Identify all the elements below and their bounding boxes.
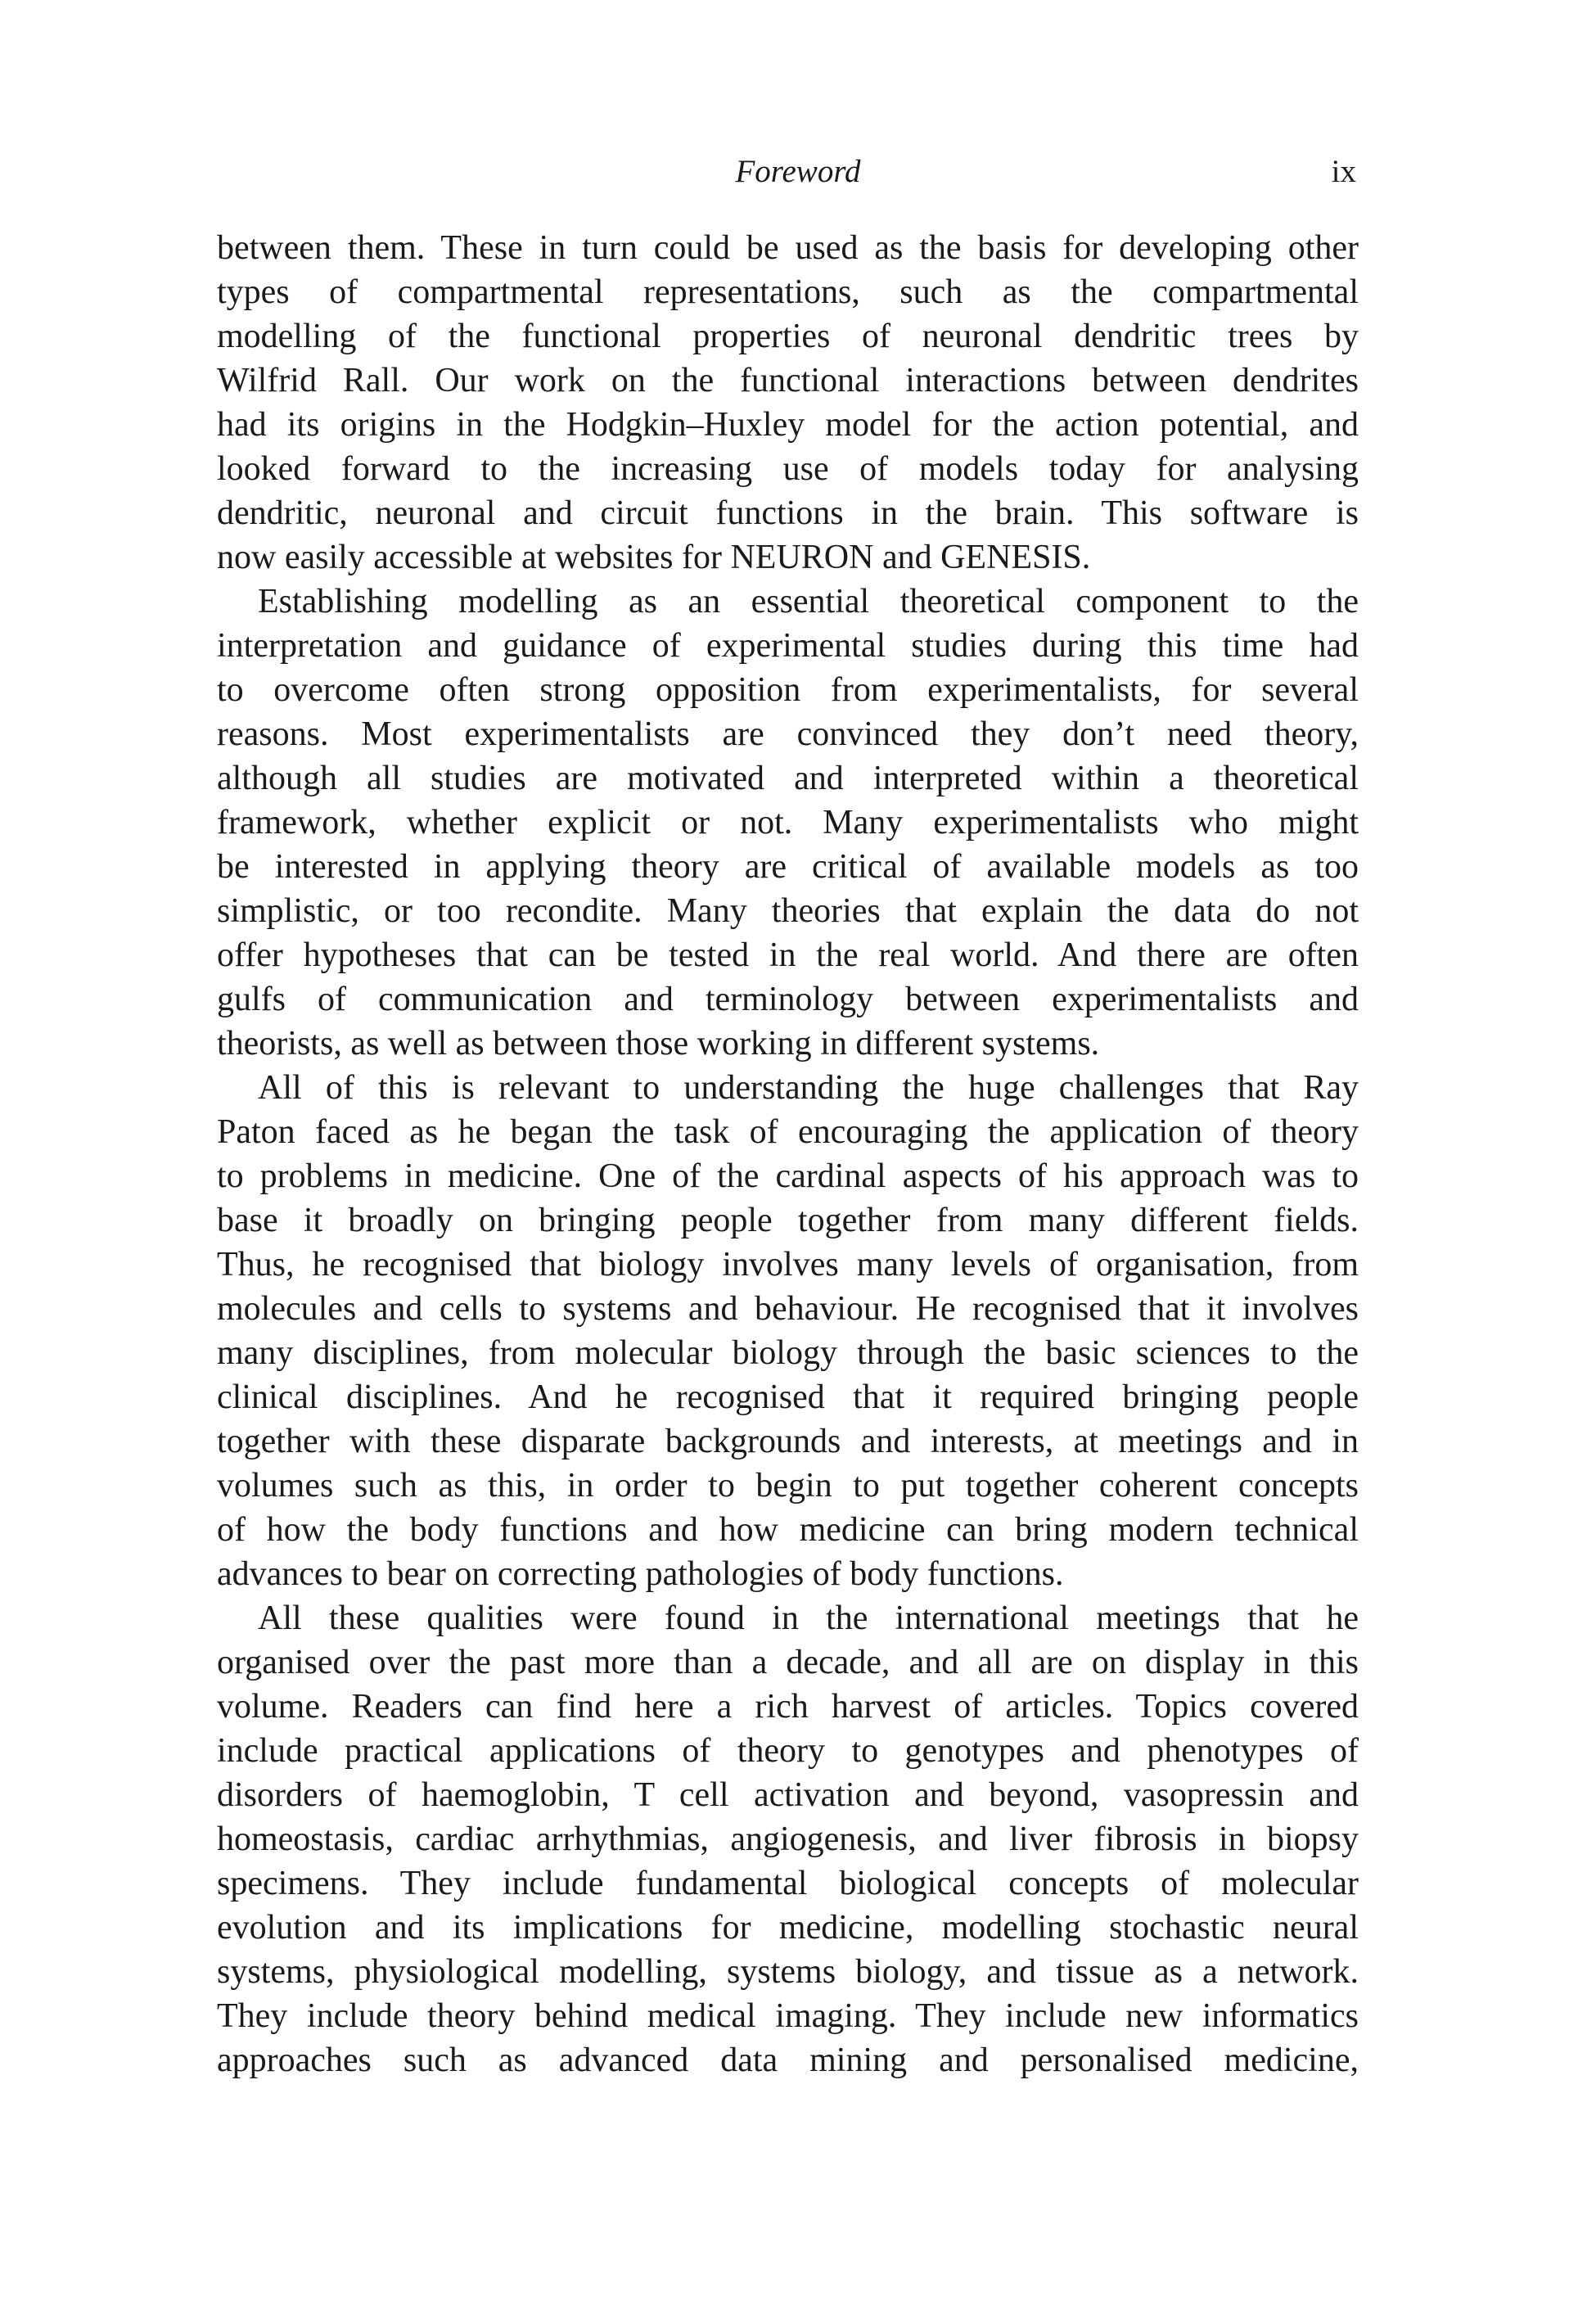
text-line: systems, physiological modelling, systems biology, and tissue as a network. [217,1953,1359,1991]
text-line: include practical applications of theory to genotypes and phenotypes of [217,1732,1359,1770]
paragraph [217,1066,1359,1596]
text-line: advances to bear on correcting pathologies of body functions. [217,1555,1064,1593]
text-line: together with these disparate backgrounds and interests, at meetings and in [217,1423,1359,1460]
text-line: volumes such as this, in order to begin to put together coherent concepts [217,1467,1359,1505]
text-line: evolution and its implications for medicine, modelling stochastic neural [217,1909,1359,1947]
running-header [0,147,1596,196]
running-title: Foreword [735,154,861,189]
page-number: ix [1331,154,1356,189]
text-line: Wilfrid Rall. Our work on the functional interactions between dendrites [217,362,1359,399]
body-text [217,226,1359,2082]
text-line: theorists, as well as between those working in different systems. [217,1025,1100,1062]
text-line: organised over the past more than a decade, and all are on display in this [217,1644,1359,1681]
text-line: homeostasis, cardiac arrhythmias, angiogenesis, and liver fibrosis in biopsy [217,1820,1359,1858]
text-line: to overcome often strong opposition from experimentalists, for several [217,671,1359,709]
text-line: looked forward to the increasing use of models today for analysing [217,450,1359,488]
text-line: be interested in applying theory are critical of available models as too [217,848,1359,886]
text-line: molecules and cells to systems and behaviour. He recognised that it involves [217,1290,1359,1328]
text-line: simplistic, or too recondite. Many theories that explain the data do not [217,892,1359,930]
text-line: framework, whether explicit or not. Many experimentalists who might [217,804,1359,841]
text-line: offer hypotheses that can be tested in the real world. And there are often [217,936,1359,974]
text-line: approaches such as advanced data mining and personalised medicine, [217,2042,1359,2079]
text-line: Thus, he recognised that biology involves many levels of organisation, from [217,1246,1359,1284]
text-line: disorders of haemoglobin, T cell activation and beyond, vasopressin and [217,1776,1359,1814]
paragraph [217,1596,1359,2082]
text-line: Paton faced as he began the task of encouraging the application of theory [217,1113,1359,1151]
text-line: of how the body functions and how medicine can bring modern technical [217,1511,1359,1549]
text-line: reasons. Most experimentalists are convinced they don’t need theory, [217,715,1359,753]
text-line: between them. These in turn could be used as the basis for developing other [217,229,1359,267]
text-line: dendritic, neuronal and circuit functions in the brain. This software is [217,494,1359,532]
text-line: modelling of the functional properties of neuronal dendritic trees by [217,318,1359,355]
text-line: gulfs of communication and terminology between experimentalists and [217,981,1359,1018]
text-line: All these qualities were found in the international meetings that he [258,1599,1359,1637]
text-line: types of compartmental representations, such as the compartmental [217,273,1359,311]
text-line: Establishing modelling as an essential theoretical component to the [258,583,1359,620]
text-line: now easily accessible at websites for NEURON and GENESIS. [217,539,1091,576]
text-line: although all studies are motivated and interpreted within a theoretical [217,760,1359,797]
text-line: many disciplines, from molecular biology through the basic sciences to the [217,1334,1359,1372]
text-line: They include theory behind medical imaging. They include new informatics [217,1997,1359,2035]
text-line: had its origins in the Hodgkin–Huxley model for the action potential, and [217,406,1359,444]
text-line: to problems in medicine. One of the cardinal aspects of his approach was to [217,1157,1359,1195]
text-line: clinical disciplines. And he recognised that it required bringing people [217,1378,1359,1416]
text-line: volume. Readers can find here a rich harvest of articles. Topics covered [217,1688,1359,1726]
paragraph [217,226,1359,580]
text-line: All of this is relevant to understanding the huge challenges that Ray [258,1069,1359,1107]
text-line: base it broadly on bringing people together from many different fields. [217,1202,1359,1239]
paragraph [217,580,1359,1066]
text-line: interpretation and guidance of experimental studies during this time had [217,627,1359,665]
text-line: specimens. They include fundamental biological concepts of molecular [217,1865,1359,1902]
